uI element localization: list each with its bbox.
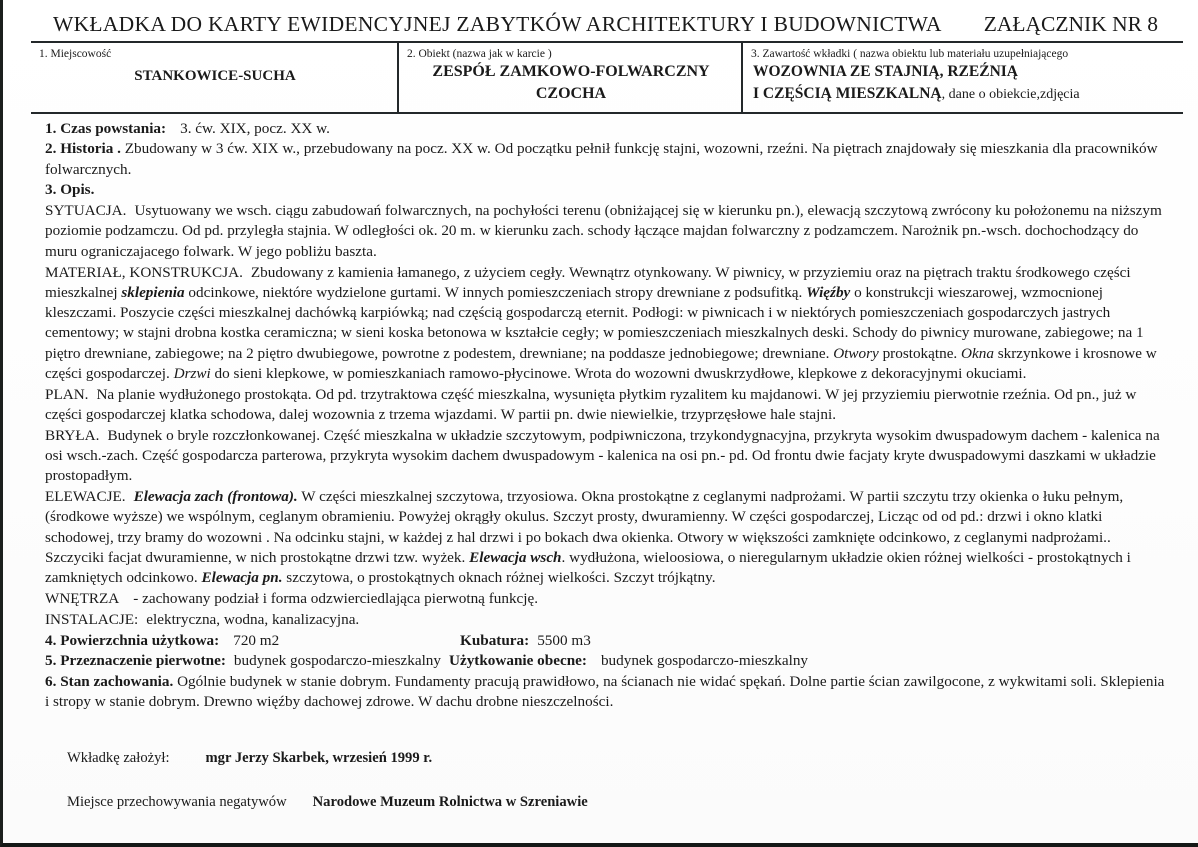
- record-body: [31, 114, 1183, 813]
- elewacje-text-2: . wydłużona, wieloosiowa, o nieregularnym układzie okien różnej wielkości - prostokątnych i zamkniętych odcinkowo.: [45, 548, 1131, 587]
- powierzchnia-label: 4. Powierzchnia użytkowa:: [45, 631, 220, 649]
- historia-label: 2. Historia .: [45, 140, 121, 158]
- historia-text: Zbudowany w 3 ćw. XIX w., przebudowany na pocz. XX w. Od początku pełnił funkcję stajni, wozowni, rzeźni. Na piętrach znajdowały się mieszkania dla pracowników folwarcznych.: [45, 140, 1158, 178]
- czas-value: 3. ćw. XIX, pocz. XX w.: [180, 119, 330, 137]
- section-instalacje: [45, 610, 1171, 630]
- przeznaczenie-label: 5. Przeznaczenie pierwotne:: [45, 652, 226, 670]
- kubatura-label: Kubatura:: [460, 631, 530, 649]
- powierzchnia-value: 720 m2: [233, 631, 280, 649]
- content-value-line2-bold: I CZĘŚCIĄ MIESZKALNĄ: [753, 84, 942, 102]
- record-footer: [45, 713, 1171, 812]
- stan-label: 6. Stan zachowania.: [45, 673, 174, 691]
- section-material-konstrukcja: [45, 263, 1171, 385]
- header-cell-locality: [31, 43, 397, 112]
- elewacje-text-3: szczytowa, o prostokątnych oknach różnej wielkości. Szczyt trójkątny.: [282, 569, 716, 587]
- material-italic-wiezby: Więźby: [806, 283, 851, 301]
- plan-text: Na planie wydłużonego prostokąta. Od pd. trzytraktowa część mieszkalna, wysunięta płytkim ryzalitem ku majdanowi. W jej przyziemiu pierwotnie rzeźnia. Od pn., już w części gospodarczej klatka schodowa, dalej wozownia z trzema wjazdami. W partii pn. dwie niewielkie, trzyprzęsłowe hale stajni.: [45, 385, 1137, 423]
- elewacje-label: ELEWACJE.: [45, 488, 126, 506]
- author-label: Wkładkę założył:: [67, 750, 170, 767]
- material-text-6: do sieni klepkowe, w pomieszkaniach ramowo-płycinowe. Wrota do wozowni dwuskrzydłowe, klepkowe z dekoracyjnymi okuciami.: [210, 364, 1027, 382]
- locality-label: 1. Miejscowość: [39, 48, 112, 60]
- header-cell-object: [397, 43, 741, 112]
- stan-text: Ogólnie budynek w stanie dobrym. Fundamenty pracują prawidłowo, na ścianach nie widać spękań. Dolne partie ścian zawilgocone, z wykwitami soli. Sklepienia i stropy w stanie dobrym. Drewno więźby dachowej zdrowe. W dachu drobne nieszczelności.: [45, 673, 1165, 711]
- material-label: MATERIAŁ, KONSTRUKCJA.: [45, 263, 243, 281]
- wnetrza-text: - zachowany podział i forma odzwierciedlająca pierwotną funkcję.: [133, 590, 539, 607]
- kubatura-value: 5500 m3: [537, 631, 591, 649]
- uzytkowanie-value: budynek gospodarczo-mieszkalny: [600, 652, 809, 670]
- material-italic-sklepienia: sklepienia: [121, 283, 185, 301]
- material-text-3: o konstrukcji wieszarowej, wzmocnionej kleszczami. Poszycie części mieszkalnej dachówką karpiówką; nad częścią gospodarczą eternit. Podłogi: w piwnicach i w niektórych pomieszczeniach gospodarczych jastrych cementowy; w stajni drobna kostka ceramiczna; w sieni koska betonowa w kształcie cegły; w pomieszczeniach mieszkalnych deski. Schody do piwnicy murowane, zabiegowe; na 1 piętro drewniane, zabiegowe; na 2 piętro dwubiegowe, powrotne z podestem, drewniane; na poddasze jednobiegowe; drewniane.: [45, 283, 1144, 362]
- material-text-5: skrzynkowe i krosnowe w części gospodarczej.: [45, 344, 1157, 382]
- material-italic-okna: Okna: [961, 344, 994, 362]
- section-czas-powstania: [45, 119, 1171, 139]
- object-value-line2: CZOCHA: [535, 85, 607, 103]
- content-label: 3. Zawartość wkładki ( nazwa obiektu lub materiału uzupełniającego: [751, 48, 1069, 60]
- wnetrza-label: WNĘTRZA: [45, 590, 120, 607]
- material-text-1: Zbudowany z kamienia łamanego, z użyciem cegły. Wewnątrz otynkowany. W piwnicy, w przyziemiu oraz na piętrach traktu środkowego części mieszkalnej: [45, 263, 1131, 301]
- opis-label: 3. Opis.: [45, 181, 95, 199]
- material-italic-drzwi: Drzwi: [173, 364, 211, 382]
- footer-negatives-row: [67, 793, 1171, 812]
- section-bryla: [45, 426, 1171, 487]
- elewacje-italic-wsch: Elewacja wsch: [469, 548, 562, 566]
- header-cell-content: [741, 43, 1183, 112]
- content-value-line1: WOZOWNIA ZE STAJNIĄ, RZEŹNIĄ: [753, 63, 1018, 81]
- section-powierzchnia: [45, 631, 1171, 651]
- content-value-line2-rest: , dane o obiekcie,zdjęcia: [941, 86, 1080, 102]
- elewacje-text-1: W części mieszkalnej szczytowa, trzyosiowa. Okna prostokątne z ceglanymi nadprożami. W partii szczytu trzy okienka o łuku pełnym, (środkowe wyższe) we wspólnym, ceglanym obramieniu. Powyżej okrągły okulus. Szczyt prosty, dwuramienny. W części gospodarczej, Licząc od od pd.: drzwi i okno klatki schodowej, trzy bramy do wozowni . Na odcinku stajni, w każdej z hal drzwi i po bokach dwa okienka. Otwory w większości zamknięte odcinkowo, z ceglanymi nadprożami.. Szczyciki facjat dwuramienne, w nich prostokątne drzwi tzw. wyżek.: [45, 488, 1124, 566]
- plan-label: PLAN.: [45, 385, 89, 403]
- footer-author-row: [67, 749, 1171, 768]
- instalacje-label: INSTALACJE:: [45, 610, 139, 628]
- section-plan: [45, 385, 1171, 426]
- kubatura-group: [460, 631, 591, 651]
- przeznaczenie-value: budynek gospodarczo-mieszkalny: [233, 652, 441, 670]
- object-value-line1: ZESPÓŁ ZAMKOWO-FOLWARCZNY: [432, 63, 710, 81]
- document-title-row: [31, 12, 1183, 43]
- section-wnetrza: [45, 589, 1171, 609]
- bryla-text: Budynek o bryle rozczłonkowanej. Część mieszkalna w układzie szczytowym, podpiwniczona, trzykondygnacyjna, przykryta wysokim dwuspadowym dachem - kalenica na osi wsch.-zach. Część gospodarcza parterowa, przykryta wysokim dachem dwuspadowym - kalenica na osi pn.- pd. Od frontu dwie facjaty kryte dwuspadowymi daszkami w układzie prostopadłym.: [45, 426, 1160, 485]
- page-title: WKŁADKA DO KARTY EWIDENCYJNEJ ZABYTKÓW ARCHITEKTURY I BUDOWNICTWA: [53, 12, 942, 36]
- section-elewacje: [45, 487, 1171, 588]
- author-value: mgr Jerzy Skarbek, wrzesień 1999 r.: [205, 750, 433, 767]
- section-przeznaczenie: [45, 651, 1171, 671]
- locality-value: STANKOWICE-SUCHA: [134, 68, 296, 85]
- negatives-value: Narodowe Muzeum Rolnictwa w Szreniawie: [312, 793, 588, 810]
- sytuacja-label: SYTUACJA.: [45, 202, 127, 220]
- sytuacja-text: Usytuowany we wsch. ciągu zabudowań folwarcznych, na pochyłości terenu (obniżającej się w kierunku pn.), elewacją szczytową zwrócony ku położonemu na niższym poziomie podzamczu. Od pd. przyległa stajnia. W odległości ok. 20 m. w kierunku zach. schody łączące majdan folwarczny z podzamczem. Narożnik pn.-wsch. dochochodzący do muru ograniczajacego folwark. W jego pobliżu baszta.: [45, 202, 1162, 260]
- section-sytuacja: [45, 201, 1171, 262]
- material-text-2: odcinkowe, niektóre wydzielone gurtami. W innych pomieszczeniach stropy drewniane z podsufitką.: [184, 283, 807, 301]
- record-sheet: [31, 12, 1183, 836]
- annex-number: ZAŁĄCZNIK NR 8: [983, 12, 1159, 36]
- section-opis-heading: [45, 180, 1171, 200]
- elewacje-italic-zach: Elewacja zach (frontowa).: [133, 488, 298, 506]
- section-historia: [45, 139, 1171, 180]
- instalacje-text: elektryczna, wodna, kanalizacyjna.: [146, 610, 360, 628]
- material-text-4: prostokątne.: [878, 344, 962, 362]
- czas-label: 1. Czas powstania:: [45, 119, 167, 137]
- material-italic-otwory: Otwory: [833, 344, 879, 362]
- object-label: 2. Obiekt (nazwa jak w karcie ): [407, 48, 552, 60]
- powierzchnia-group: [45, 631, 460, 651]
- section-stan-zachowania: [45, 672, 1171, 713]
- uzytkowanie-label: Użytkowanie obecne:: [449, 652, 587, 670]
- content-value-line2: [751, 83, 1177, 104]
- bryla-label: BRYŁA.: [45, 426, 100, 444]
- negatives-label: Miejsce przechowywania negatywów: [67, 793, 287, 810]
- elewacje-italic-pn: Elewacja pn.: [201, 569, 283, 587]
- header-table: [31, 43, 1183, 114]
